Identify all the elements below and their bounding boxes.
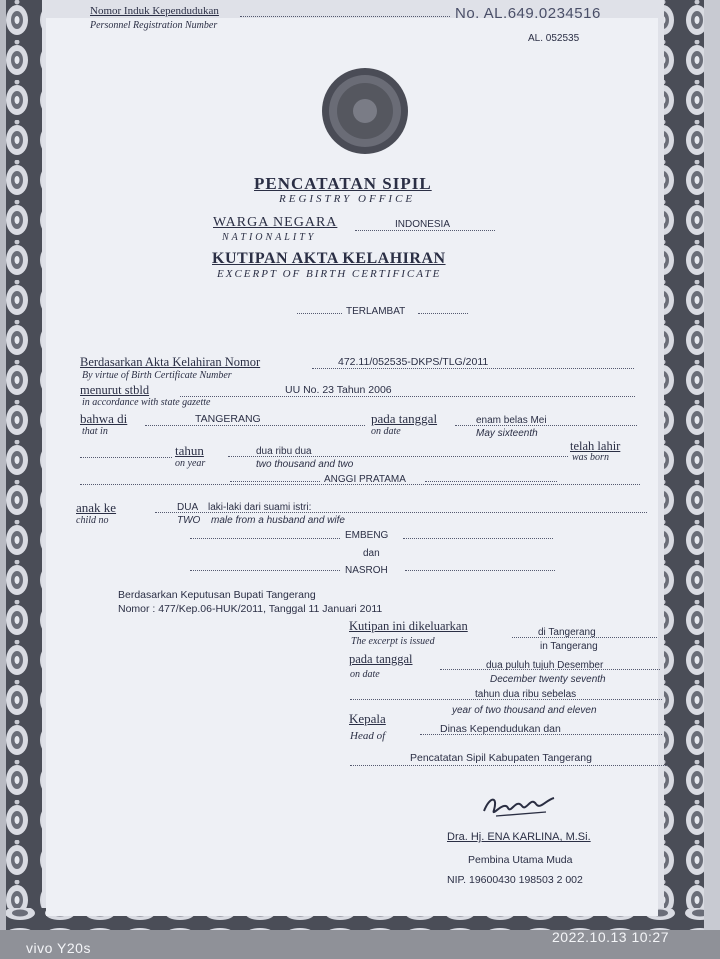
birth-date-en: May sixteenth: [476, 428, 538, 439]
certificate-number: 472.11/052535-DKPS/TLG/2011: [338, 356, 489, 368]
stbld-label: menurut stbld: [80, 383, 150, 397]
status-label: TERLAMBAT: [346, 306, 406, 317]
issue-date-line: [440, 669, 660, 670]
birth-date-line: [455, 425, 637, 426]
and-label: dan: [363, 548, 380, 559]
that-in-label: bahwa di: [80, 411, 128, 426]
document-title: KUTIPAN AKTA KELAHIRAN: [212, 250, 446, 267]
based-on-label: Berdasarkan Akta Kelahiran Nomor: [80, 355, 261, 369]
office-title: PENCATATAN SIPIL: [254, 174, 432, 193]
year-label-en: on year: [175, 458, 206, 469]
issue-year-line: [350, 699, 662, 700]
born-label: telah lahir: [570, 439, 621, 453]
camera-device-watermark: vivo Y20s: [26, 940, 91, 956]
child-name-line-right: [425, 481, 557, 482]
nik-dotted-line: [240, 16, 450, 17]
issue-date-label: pada tanggal: [349, 652, 413, 666]
issue-date-id: dua puluh tujuh Desember: [486, 660, 604, 671]
mother-line-right: [405, 570, 555, 571]
garuda-seal-icon: [320, 67, 410, 155]
issue-date-label-en: on date: [350, 669, 380, 680]
born-label-en: was born: [572, 452, 609, 463]
mother-line-left: [190, 570, 340, 571]
child-name: ANGGI PRATAMA: [324, 474, 406, 485]
child-no-label-en: child no: [76, 515, 109, 526]
birth-year-id: dua ribu dua: [256, 446, 312, 457]
signatory-rank: Pembina Utama Muda: [468, 854, 573, 866]
nik-label-en: Personnel Registration Number: [90, 20, 218, 31]
birth-year-line: [228, 456, 568, 457]
birth-place-line: [145, 425, 365, 426]
child-order-id: DUA: [177, 502, 199, 513]
issued-place-line: [512, 637, 657, 638]
child-desc-en: male from a husband and wife: [211, 515, 345, 526]
nationality-label: WARGA NEGARA: [213, 215, 338, 230]
nationality-dotted-line: [355, 230, 495, 231]
serial-sub: AL. 052535: [528, 33, 580, 44]
nationality-label-en: NATIONALITY: [222, 232, 317, 243]
father-name: EMBENG: [345, 530, 389, 541]
child-order-en: TWO: [177, 515, 201, 526]
office-line-1: Dinas Kependudukan dan: [440, 723, 561, 735]
year-label: tahun: [175, 443, 204, 458]
that-in-label-en: that in: [82, 426, 108, 437]
birth-place: TANGERANG: [195, 413, 261, 425]
issued-label-en: The excerpt is issued: [351, 636, 435, 647]
office-line-2-dots: [350, 765, 668, 766]
nationality-value: INDONESIA: [395, 219, 451, 230]
stbld-label-en: in accordance with state gazette: [82, 397, 211, 408]
birth-year-en: two thousand and two: [256, 459, 354, 470]
office-line-1-dots: [420, 734, 662, 735]
issue-year-id: tahun dua ribu sebelas: [475, 689, 577, 700]
on-date-label: pada tanggal: [371, 411, 438, 426]
nik-label: Nomor Induk Kependudukan: [90, 5, 219, 17]
head-label-en: Head of: [350, 730, 386, 742]
status-line-right: [418, 313, 468, 314]
birth-date-id: enam belas Mei: [476, 415, 547, 426]
on-date-label-en: on date: [371, 426, 401, 437]
stbld-line: [180, 396, 635, 397]
serial-number: No. AL.649.0234516: [455, 5, 601, 22]
issued-place-en: in Tangerang: [540, 641, 598, 652]
based-on-label-en: By virtue of Birth Certificate Number: [82, 370, 232, 381]
father-line-right: [403, 538, 553, 539]
decree-line-1: Berdasarkan Keputusan Bupati Tangerang: [118, 589, 316, 601]
signature-mark: [476, 786, 566, 826]
child-no-label: anak ke: [76, 500, 117, 515]
year-lead-line: [80, 457, 172, 458]
child-name-line-left: [230, 481, 320, 482]
issued-label: Kutipan ini dikeluarkan: [349, 619, 468, 633]
signatory-name: Dra. Hj. ENA KARLINA, M.Si.: [447, 831, 591, 843]
office-title-en: REGISTRY OFFICE: [279, 193, 416, 205]
camera-timestamp: 2022.10.13 10:27: [552, 929, 669, 945]
signatory-nip: NIP. 19600430 198503 2 002: [447, 874, 583, 886]
issue-year-en: year of two thousand and eleven: [452, 705, 597, 716]
child-no-line: [155, 512, 647, 513]
father-line-left: [190, 538, 340, 539]
mother-name: NASROH: [345, 565, 388, 576]
stbld-value: UU No. 23 Tahun 2006: [285, 384, 392, 396]
certificate-number-line: [312, 368, 634, 369]
issued-place-id: di Tangerang: [538, 627, 596, 638]
status-line-left: [297, 313, 342, 314]
decree-line-2: Nomor : 477/Kep.06-HUK/2011, Tanggal 11 Januari 2011: [118, 603, 383, 615]
issue-date-en: December twenty seventh: [490, 674, 606, 685]
head-label: Kepala: [349, 711, 386, 726]
child-name-row-line: [80, 484, 640, 485]
child-desc-id: laki-laki dari suami istri:: [208, 502, 312, 513]
office-line-2: Pencatatan Sipil Kabupaten Tangerang: [410, 752, 592, 764]
document-title-en: EXCERPT OF BIRTH CERTIFICATE: [217, 268, 442, 280]
